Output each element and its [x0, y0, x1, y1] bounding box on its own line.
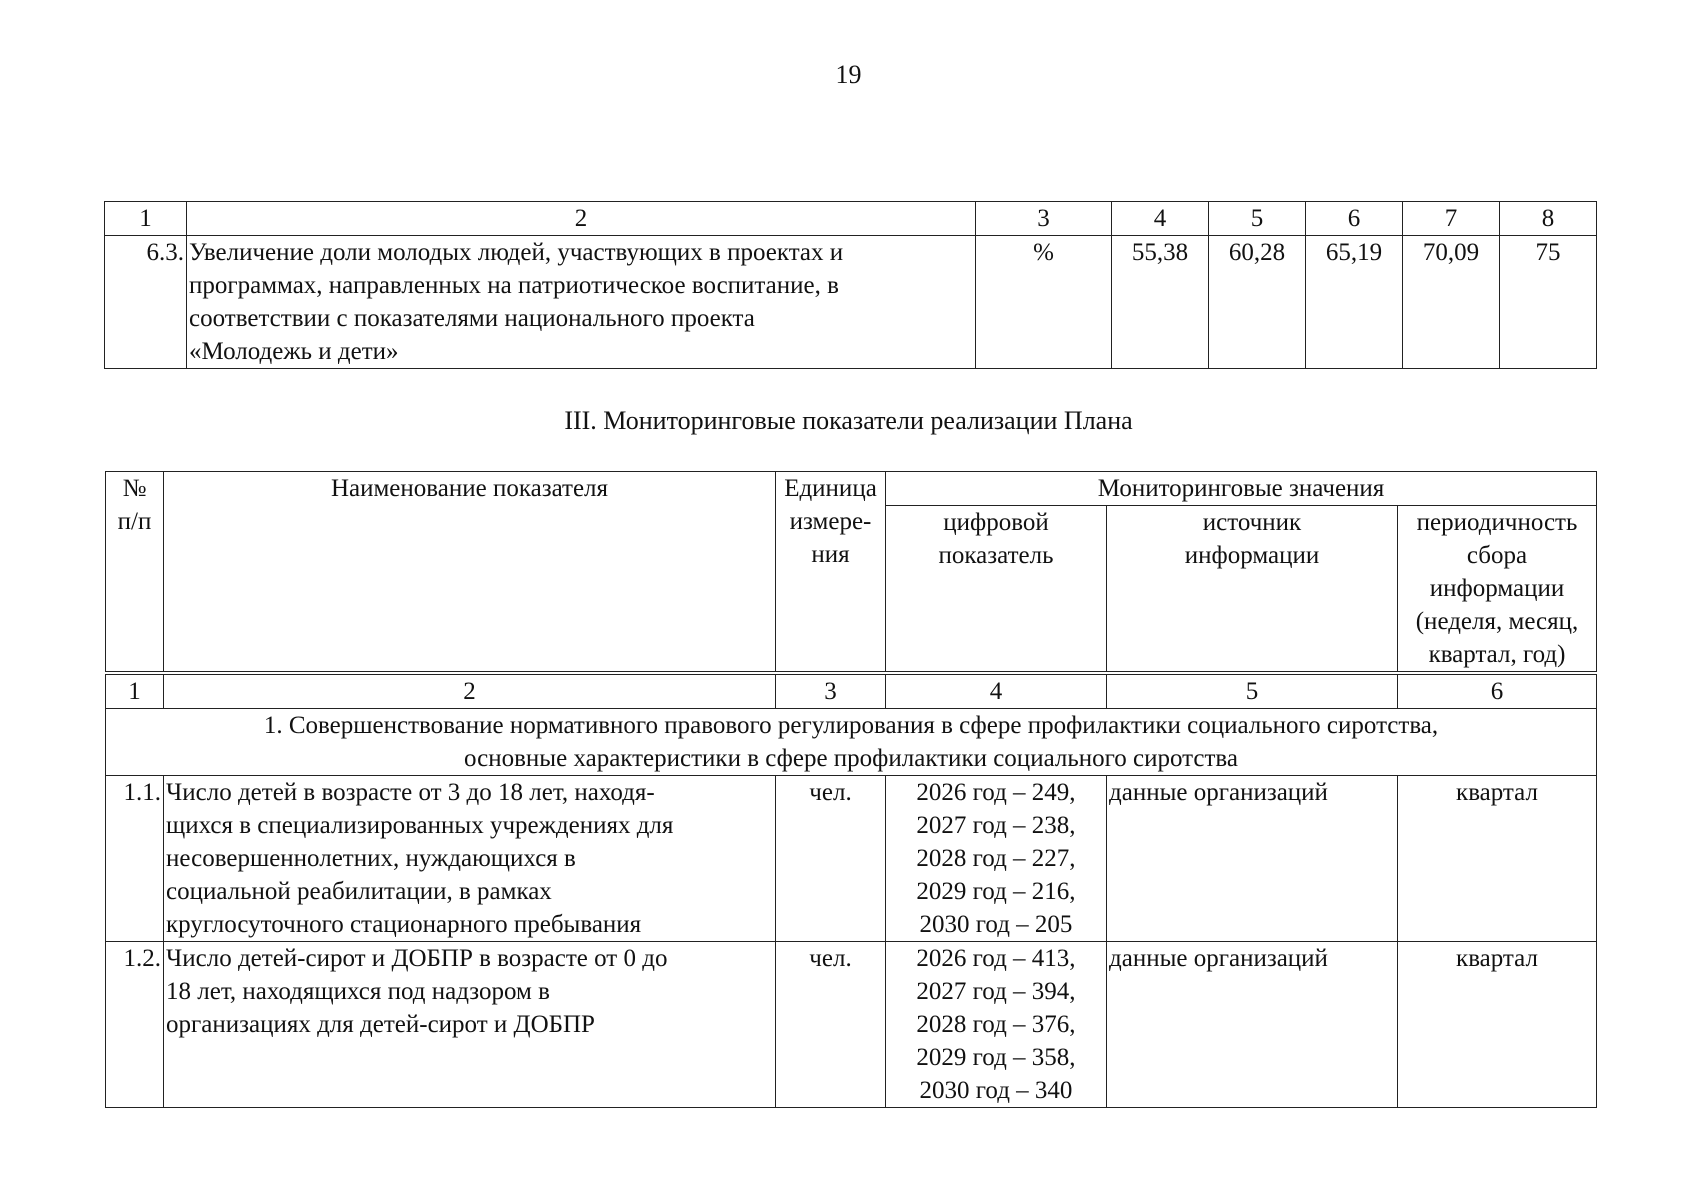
digital-values	[886, 776, 1107, 942]
value-cell: 55,38	[1112, 236, 1209, 369]
header-line: периодичность	[1416, 509, 1578, 536]
header-line: №	[122, 475, 147, 502]
text-line: социальной реабилитации, в рамках	[166, 878, 552, 905]
header-line: информации	[1184, 542, 1320, 569]
indicators-table-continuation	[104, 201, 1597, 369]
column-number: 3	[976, 202, 1112, 236]
section-row	[106, 709, 1597, 776]
column-number: 5	[1209, 202, 1306, 236]
header-line: измере-	[789, 508, 872, 535]
text-line: соответствии с показателями национального проекта	[189, 305, 755, 332]
header-line: информации	[1429, 575, 1565, 602]
year-value: 2026 год – 413,	[916, 945, 1076, 972]
column-number: 3	[776, 673, 886, 709]
table-header-row	[106, 472, 1597, 506]
periodicity-cell: квартал	[1398, 942, 1597, 1108]
year-value: 2027 год – 394,	[916, 978, 1076, 1005]
unit-cell: чел.	[776, 942, 886, 1108]
periodicity-cell: квартал	[1398, 776, 1597, 942]
text-line: «Молодежь и дети»	[189, 338, 399, 365]
column-number: 6	[1398, 673, 1597, 709]
header-info-source	[1107, 506, 1398, 674]
digital-values	[886, 942, 1107, 1108]
year-value: 2027 год – 238,	[916, 812, 1076, 839]
table-header-row	[105, 202, 1597, 236]
column-number: 2	[187, 202, 976, 236]
section-heading: III. Мониторинговые показатели реализации Плана	[564, 406, 1133, 435]
value-cell: 75	[1500, 236, 1597, 369]
text-line: щихся в специализированных учреждениях для	[166, 812, 674, 839]
header-unit	[776, 472, 886, 674]
header-line: п/п	[117, 508, 152, 535]
column-number: 1	[106, 673, 164, 709]
header-line: ния	[811, 541, 850, 568]
text-line: организациях для детей-сирот и ДОБПР	[166, 1011, 595, 1038]
header-line: квартал, год)	[1428, 641, 1566, 668]
value-cell: 70,09	[1403, 236, 1500, 369]
year-value: 2026 год – 249,	[916, 779, 1076, 806]
table-row	[105, 236, 1597, 369]
column-number: 7	[1403, 202, 1500, 236]
header-line: Единица	[784, 475, 877, 502]
unit-cell: %	[976, 236, 1112, 369]
column-numbers-row	[106, 673, 1597, 709]
header-periodicity	[1398, 506, 1597, 674]
header-monitoring-values: Мониторинговые значения	[886, 472, 1597, 506]
year-value: 2029 год – 358,	[916, 1044, 1076, 1071]
year-value: 2028 год – 227,	[916, 845, 1076, 872]
column-number: 2	[164, 673, 776, 709]
header-digital-indicator	[886, 506, 1107, 674]
column-number: 1	[105, 202, 187, 236]
section-title	[106, 709, 1597, 776]
year-value: 2028 год – 376,	[916, 1011, 1076, 1038]
column-number: 8	[1500, 202, 1597, 236]
table-row	[106, 942, 1597, 1108]
column-number: 4	[1112, 202, 1209, 236]
year-value: 2030 год – 340	[919, 1077, 1073, 1104]
text-line: круглосуточного стационарного пребывания	[166, 911, 642, 938]
info-source-cell: данные организаций	[1107, 942, 1398, 1108]
row-number: 1.1.	[106, 776, 164, 942]
row-number: 6.3.	[105, 236, 187, 369]
text-line: 18 лет, находящихся под надзором в	[166, 978, 550, 1005]
year-value: 2029 год – 216,	[916, 878, 1076, 905]
info-source-cell: данные организаций	[1107, 776, 1398, 942]
value-cell: 60,28	[1209, 236, 1306, 369]
page-number: 19	[835, 60, 862, 89]
value-cell: 65,19	[1306, 236, 1403, 369]
text-line: несовершеннолетних, нуждающихся в	[166, 845, 576, 872]
header-line: сбора	[1466, 542, 1528, 569]
section-line: 1. Совершенствование нормативного правового регулирования в сфере профилактики социального сиротства,	[263, 712, 1439, 739]
indicator-name	[164, 776, 776, 942]
row-number: 1.2.	[106, 942, 164, 1108]
header-indicator-name: Наименование показателя	[164, 472, 776, 674]
indicator-name	[164, 942, 776, 1108]
header-number	[106, 472, 164, 674]
text-line: программах, направленных на патриотическое воспитание, в	[189, 272, 839, 299]
monitoring-indicators-table	[105, 471, 1597, 1108]
text-line: Число детей в возрасте от 3 до 18 лет, находя-	[166, 779, 655, 806]
column-number: 5	[1107, 673, 1398, 709]
indicator-name	[187, 236, 976, 369]
text-line: Увеличение доли молодых людей, участвующих в проектах и	[189, 239, 844, 266]
table-row	[106, 776, 1597, 942]
unit-cell: чел.	[776, 776, 886, 942]
text-line: Число детей-сирот и ДОБПР в возрасте от 0 до	[166, 945, 668, 972]
year-value: 2030 год – 205	[919, 911, 1073, 938]
column-number: 6	[1306, 202, 1403, 236]
header-line: источник	[1202, 509, 1302, 536]
header-line: (неделя, месяц,	[1415, 608, 1579, 635]
header-line: показатель	[938, 542, 1054, 569]
column-number: 4	[886, 673, 1107, 709]
section-line: основные характеристики в сфере профилактики социального сиротства	[464, 745, 1238, 772]
header-line: цифровой	[943, 509, 1049, 536]
